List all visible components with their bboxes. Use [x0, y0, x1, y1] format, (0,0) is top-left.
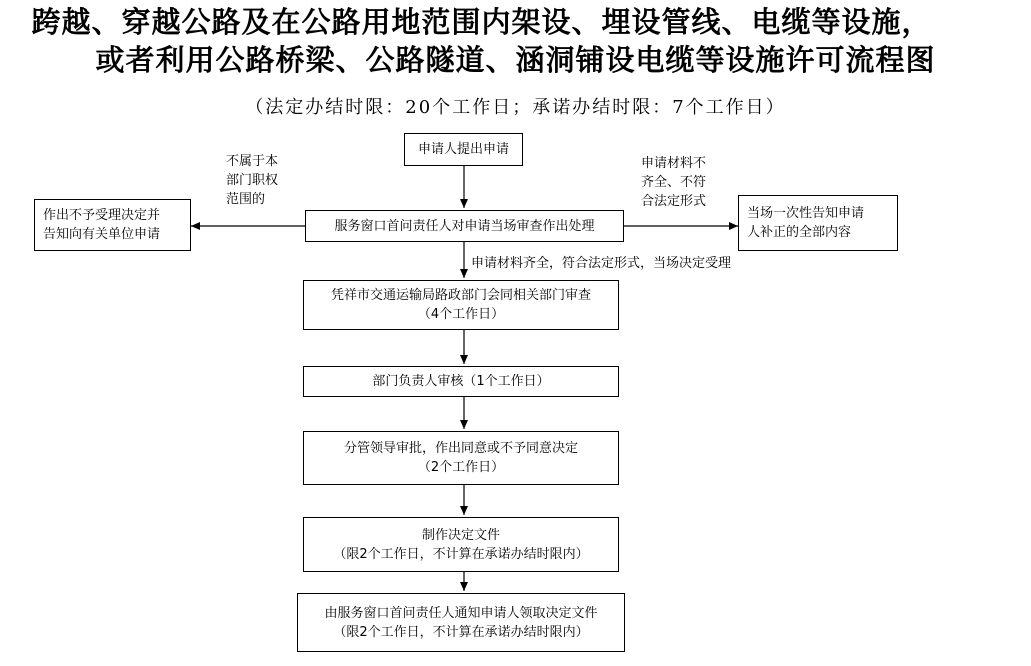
node-review — [303, 280, 619, 330]
edge-label-incomplete — [641, 154, 706, 211]
edge-label-accepted-text: 申请材料齐全，符合法定形式，当场决定受理 — [471, 256, 732, 271]
node-approve-line2: （2个工作日） — [417, 460, 505, 475]
time-limit-subtitle: （法定办结时限：20个工作日；承诺办结时限：7个工作日） — [245, 97, 786, 118]
node-notify — [297, 593, 625, 652]
node-reject — [34, 199, 191, 251]
node-process — [305, 210, 624, 242]
edge-label-not-in-scope — [226, 152, 278, 209]
node-make-doc-line1: 制作决定文件 — [421, 527, 500, 543]
edge-label-not-in-scope-line3: 范围的 — [226, 192, 266, 207]
node-dept-check — [303, 366, 619, 397]
node-dept-check-label: 部门负责人审核（1个工作日） — [372, 374, 550, 389]
edge-label-incomplete-line1: 申请材料不 — [641, 156, 707, 171]
node-notify-line1: 由服务窗口首问责任人通知申请人领取决定文件 — [324, 605, 598, 621]
node-apply-label: 申请人提出申请 — [417, 142, 509, 157]
node-approve-line1: 分管领导审批，作出同意或不予同意决定 — [343, 441, 578, 456]
node-reject-line1: 作出不予受理决定并 — [43, 208, 161, 223]
diagram-title-line1: 跨越、穿越公路及在公路用地范围内架设、埋设管线、电缆等设施， — [31, 5, 932, 39]
node-approve — [303, 431, 619, 485]
node-apply — [404, 133, 523, 166]
node-process-label: 服务窗口首问责任人对申请当场审查作出处理 — [334, 218, 595, 234]
node-review-line1: 凭祥市交通运输局路政部门会同相关部门审查 — [330, 288, 591, 303]
edge-label-accepted — [471, 254, 731, 273]
node-make-doc-line2: （限2个工作日，不计算在承诺办结时限内） — [333, 546, 589, 562]
node-supplement-line2: 人补正的全部内容 — [747, 225, 852, 240]
edge-label-incomplete-line2: 齐全、不符 — [641, 175, 707, 190]
diagram-title-line2: 或者利用公路桥梁、公路隧道、涵洞铺设电缆等设施许可流程图 — [95, 43, 936, 77]
node-review-line2: （4个工作日） — [417, 307, 505, 322]
node-make-doc — [303, 517, 619, 572]
edge-label-not-in-scope-line2: 部门职权 — [226, 173, 279, 188]
node-reject-line2: 告知向有关单位申请 — [43, 227, 161, 242]
node-supplement — [738, 195, 898, 251]
edge-label-not-in-scope-line1: 不属于本 — [226, 154, 279, 169]
node-supplement-line1: 当场一次性告知申请 — [747, 206, 865, 221]
node-notify-line2: （限2个工作日，不计算在承诺办结时限内） — [333, 624, 589, 640]
edge-label-incomplete-line3: 合法定形式 — [641, 194, 707, 209]
